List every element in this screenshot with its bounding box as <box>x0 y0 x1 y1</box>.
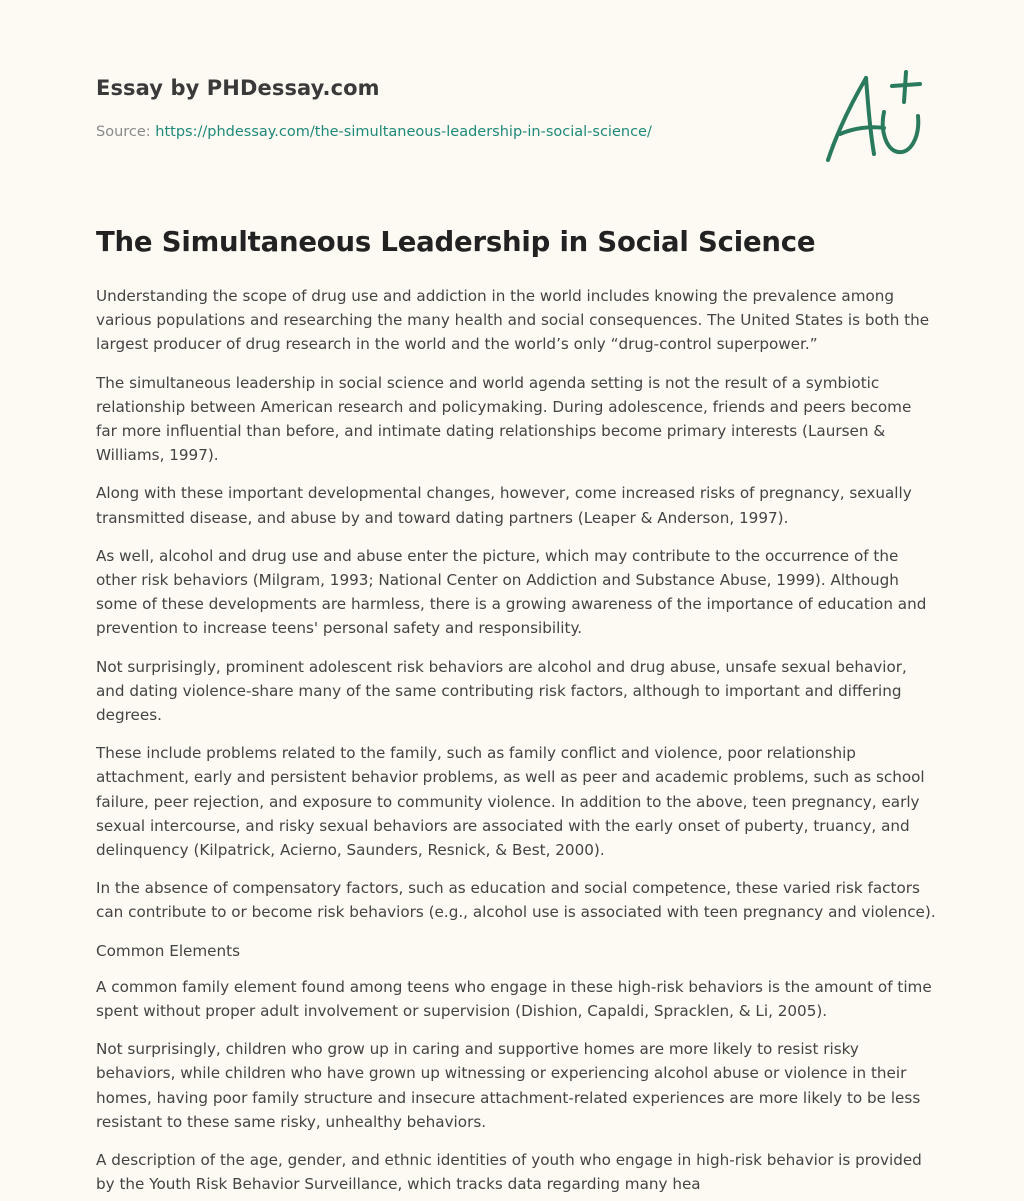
essay-paragraph: Not surprisingly, children who grow up in caring and supportive homes are more likely to resist risky behaviors, while children who have grown up witnessing or experiencing alcohol abuse or violence in their homes, having poor family structure and insecure attachment-related experiences are more likely to be less resistant to these same risky, unhealthy behaviors. <box>96 1040 921 1131</box>
site-title: Essay by PHDessay.com <box>96 76 380 100</box>
essay-paragraph: In the absence of compensatory factors, such as education and social competence, these varied risk factors can contribute to or become risk behaviors (e.g., alcohol use is associated with teen pregnancy and violence). <box>96 879 936 922</box>
source-line <box>96 124 652 140</box>
essay-paragraph: These include problems related to the family, such as family conflict and violence, poor relationship attachment, early and persistent behavior problems, as well as peer and academic problems, such as school failure, peer rejection, and exposure to community violence. In addition to the above, teen pregnancy, early sexual intercourse, and risky sexual behaviors are associated with the early onset of puberty, truancy, and delinquency (Kilpatrick, Acierno, Saunders, Resnick, & Best, 2000). <box>96 744 925 860</box>
essay-paragraph: Not surprisingly, prominent adolescent risk behaviors are alcohol and drug abuse, unsafe sexual behavior, and dating violence-share many of the same contributing risk factors, although to important and differing degrees. <box>96 657 907 725</box>
essay-body <box>96 284 936 1201</box>
essay-paragraph: The simultaneous leadership in social science and world agenda setting is not the result of a symbiotic relationship between American research and policymaking. During adolescence, friends and peers become far more influential than before, and intimate dating relationships become primary interests (Laursen & Williams, 1997). <box>96 373 912 465</box>
essay-title: The Simultaneous Leadership in Social Science <box>96 226 816 258</box>
a-plus-logo-icon <box>818 68 928 168</box>
essay-paragraph: Along with these important developmental changes, however, come increased risks of pregnancy, sexually transmitted disease, and abuse by and toward dating partners (Leaper & Anderson, 1997). <box>96 484 912 527</box>
source-link[interactable]: https://phdessay.com/the-simultaneous-leadership-in-social-science/ <box>155 124 652 140</box>
essay-paragraph: Understanding the scope of drug use and addiction in the world includes knowing the prevalence among various populations and researching the many health and social consequences. The United States is both the largest producer of drug research in the world and the world’s only “drug-control superpower.” <box>96 287 930 354</box>
essay-paragraph: A common family element found among teens who engage in these high-risk behaviors is the amount of time spent without proper adult involvement or supervision (Dishion, Capaldi, Spracklen, & Li, 2005). <box>96 977 932 1021</box>
section-subheading: Common Elements <box>96 941 241 960</box>
essay-paragraph: As well, alcohol and drug use and abuse enter the picture, which may contribute to the occurrence of the other risk behaviors (Milgram, 1993; National Center on Addiction and Substance Abuse, 1999). Although some of these developments are harmless, there is a growing awareness of the importance of education and prevention to increase teens' personal safety and responsibility. <box>96 546 927 638</box>
source-label: Source: <box>96 124 156 140</box>
essay-paragraph: A description of the age, gender, and ethnic identities of youth who engage in high-risk behavior is provided by the Youth Risk Behavior Surveillance, which tracks data regarding many hea <box>96 1151 922 1194</box>
